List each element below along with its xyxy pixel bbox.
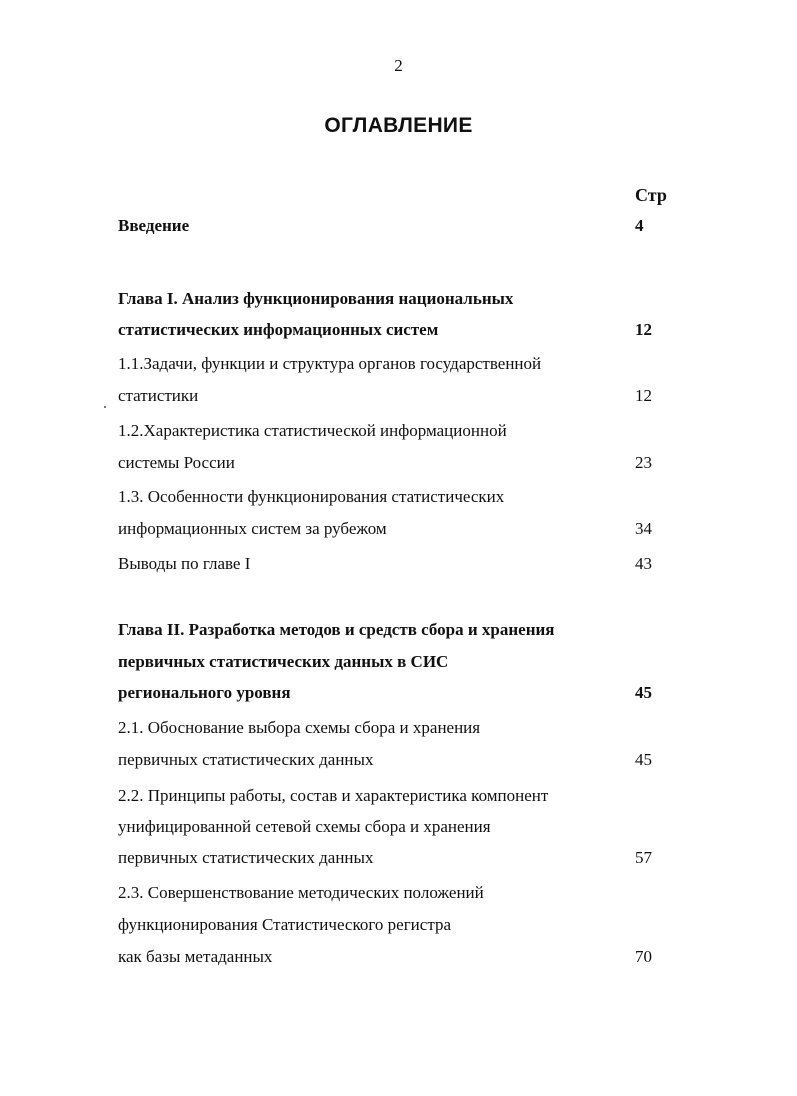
toc-entry-title-line: 2.2. Принципы работы, состав и характеристика компонент	[118, 786, 549, 805]
toc-entry-title-line: информационных систем за рубежом	[118, 519, 387, 538]
toc-entry-title-line: статистики	[118, 386, 199, 405]
toc-entry-page: 43	[635, 554, 652, 573]
toc-entry-title-line: 2.1. Обоснование выбора схемы сбора и хранения	[118, 718, 481, 737]
toc-entry-title-line: 1.2.Характеристика статистической информационной	[118, 421, 507, 440]
toc-entry-title-line: 1.3. Особенности функционирования статистических	[118, 487, 505, 506]
toc-entry-title-line: 2.3. Совершенствование методических положений	[118, 883, 484, 902]
toc-entry-title-line: статистических информационных систем	[118, 320, 439, 339]
toc-entry-title-line: Глава II. Разработка методов и средств сбора и хранения	[118, 620, 555, 639]
toc-entry-page: 45	[635, 750, 652, 769]
toc-entry-page: 45	[635, 683, 652, 702]
toc-entry-title-line: 1.1.Задачи, функции и структура органов государственной	[118, 354, 542, 373]
scan-speck	[104, 406, 106, 408]
toc-entry-title-line: функционирования Статистического регистра	[118, 915, 452, 934]
toc-entry-title-line: первичных статистических данных	[118, 750, 374, 769]
toc-entry-title-line: системы России	[118, 453, 235, 472]
page-column-header: Стр	[635, 185, 667, 205]
toc-entry-page: 57	[635, 848, 652, 867]
toc-entry-title-line: первичных статистических данных в СИС	[118, 652, 449, 671]
toc-entry-title-line: унифицированной сетевой схемы сбора и хранения	[118, 817, 491, 836]
toc-entry-page: 4	[635, 216, 644, 235]
toc-entry-page: 12	[635, 320, 652, 339]
page-title: ОГЛАВЛЕНИЕ	[324, 114, 473, 137]
toc-entry-title-line: регионального уровня	[118, 683, 291, 702]
page-number: 2	[394, 56, 403, 75]
toc-entry-page: 34	[635, 519, 652, 538]
toc-entry-page: 12	[635, 386, 652, 405]
toc-entry-page: 70	[635, 947, 652, 966]
toc-entry-page: 23	[635, 453, 652, 472]
toc-entry-title-line: первичных статистических данных	[118, 848, 374, 867]
toc-entry-title: Введение	[118, 216, 190, 235]
toc-entry-title: Выводы по главе I	[118, 554, 251, 573]
toc-entry-title-line: Глава I. Анализ функционирования национальных	[118, 289, 514, 308]
toc-entry-title-line: как базы метаданных	[118, 947, 273, 966]
